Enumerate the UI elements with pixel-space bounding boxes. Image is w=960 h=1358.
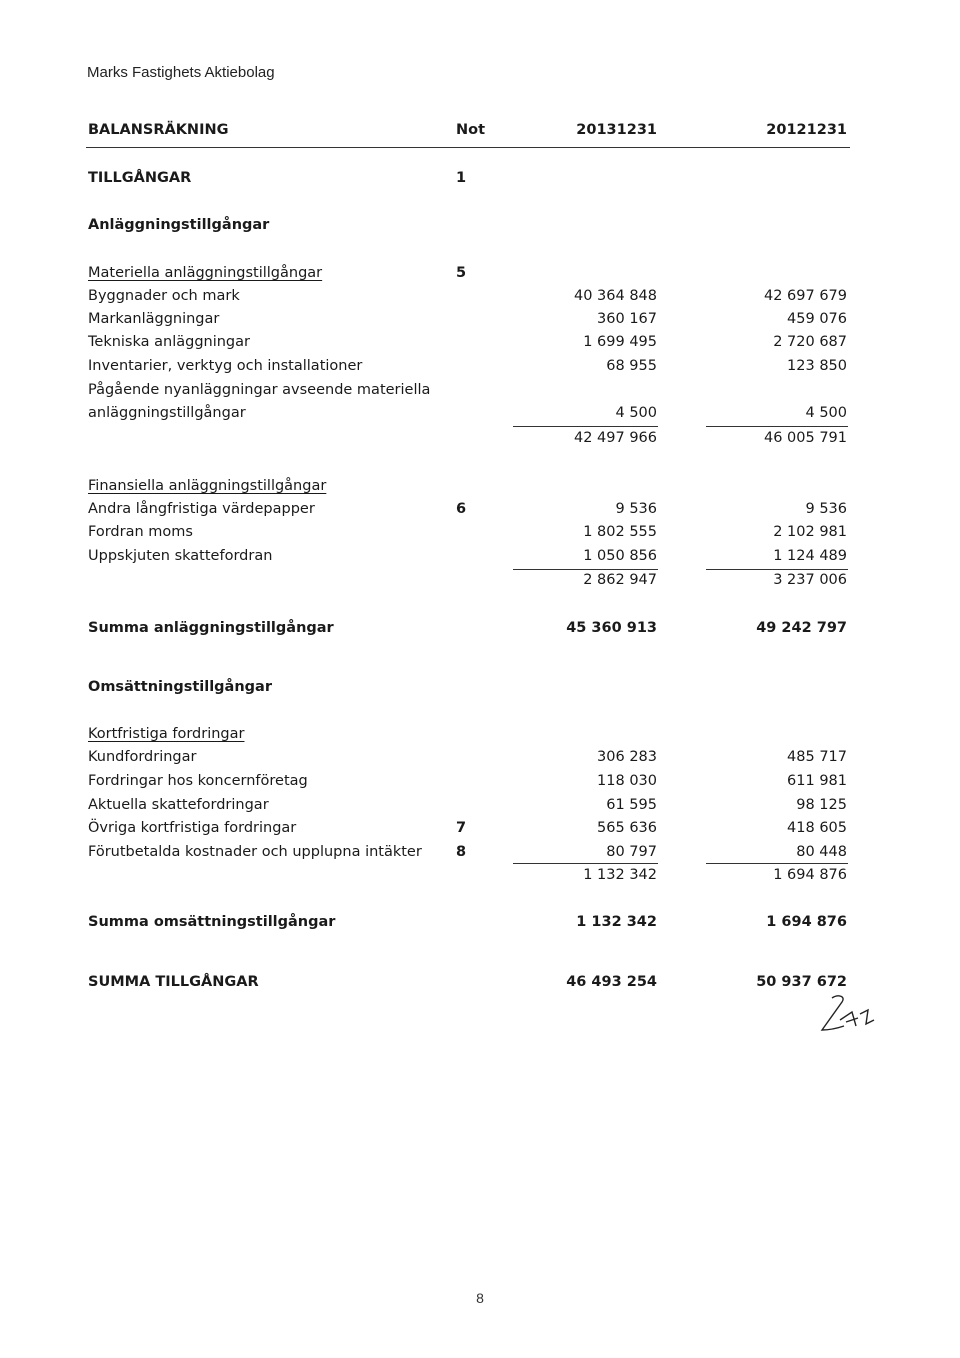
row-label: Andra långfristiga värdepapper	[88, 501, 315, 517]
row-label: Aktuella skattefordringar	[88, 797, 269, 813]
note-ref: 7	[456, 820, 467, 836]
row-value-2012: 2 102 981	[773, 524, 847, 540]
row-label: Markanläggningar	[88, 311, 220, 327]
column-header-2012: 20121231	[766, 122, 847, 138]
section-heading-anlaggning: Anläggningstillgångar	[88, 217, 270, 233]
row-label: Övriga kortfristiga fordringar	[88, 820, 297, 836]
row-value-2013: 9 536	[615, 501, 657, 517]
subtotal-rule	[706, 426, 848, 427]
row-value-2012: 418 605	[787, 820, 847, 836]
subtotal-rule	[513, 569, 658, 570]
row-value-2013: 61 595	[606, 797, 657, 813]
company-name: Marks Fastighets Aktiebolag	[87, 64, 275, 81]
row-value-2013: 565 636	[597, 820, 657, 836]
subtotal-rule	[513, 426, 658, 427]
row-label: Inventarier, verktyg och installationer	[88, 358, 363, 374]
subtotal-2013: 1 132 342	[583, 867, 657, 883]
row-value-2013: 1 802 555	[583, 524, 657, 540]
row-value-2013: 1 050 856	[583, 548, 657, 564]
row-value-2012: 80 448	[796, 844, 847, 860]
subtotal-rule	[513, 863, 658, 864]
row-value-2013: 68 955	[606, 358, 657, 374]
row-value-2013: 4 500	[615, 405, 657, 421]
row-label: Pågående nyanläggningar avseende materiella	[88, 382, 431, 398]
row-label-continued: anläggningstillgångar	[88, 405, 246, 421]
section-heading-tillgangar: TILLGÅNGAR	[88, 170, 192, 186]
grand-total-2013: 46 493 254	[566, 974, 657, 990]
page-number: 8	[476, 1290, 484, 1306]
total-label: Summa anläggningstillgångar	[88, 620, 334, 636]
row-label: Byggnader och mark	[88, 288, 240, 304]
row-value-2012: 459 076	[787, 311, 847, 327]
row-value-2012: 42 697 679	[763, 288, 847, 304]
row-value-2012: 98 125	[796, 797, 847, 813]
section-heading-omsattning: Omsättningstillgångar	[88, 679, 272, 695]
row-label: Fordringar hos koncernföretag	[88, 773, 308, 789]
total-label: Summa omsättningstillgångar	[88, 914, 336, 930]
row-value-2013: 118 030	[597, 773, 657, 789]
row-value-2012: 123 850	[787, 358, 847, 374]
row-label: Uppskjuten skattefordran	[88, 548, 273, 564]
subtotal-2012: 3 237 006	[773, 572, 847, 588]
note-column-header: Not	[456, 122, 486, 138]
subtotal-rule	[706, 863, 848, 864]
row-label: Förutbetalda kostnader och upplupna intäkter	[88, 844, 422, 860]
row-label: Fordran moms	[88, 524, 193, 540]
row-value-2012: 611 981	[787, 773, 847, 789]
row-label: Kundfordringar	[88, 749, 197, 765]
row-label: Tekniska anläggningar	[88, 334, 250, 350]
subsection-heading-kortfristiga: Kortfristiga fordringar	[88, 726, 245, 742]
total-value-2013: 45 360 913	[566, 620, 657, 636]
subsection-heading-finansiella: Finansiella anläggningstillgångar	[88, 478, 327, 494]
total-value-2012: 49 242 797	[756, 620, 847, 636]
row-value-2013: 40 364 848	[573, 288, 657, 304]
row-value-2012: 1 124 489	[773, 548, 847, 564]
total-value-2012: 1 694 876	[766, 914, 847, 930]
row-value-2012: 9 536	[805, 501, 847, 517]
row-value-2012: 2 720 687	[773, 334, 847, 350]
subtotal-2013: 2 862 947	[583, 572, 657, 588]
note-ref: 5	[456, 265, 467, 281]
note-ref: 6	[456, 501, 467, 517]
row-value-2012: 485 717	[787, 749, 847, 765]
grand-total-2012: 50 937 672	[756, 974, 847, 990]
subsection-heading-materiella: Materiella anläggningstillgångar	[88, 265, 323, 281]
subtotal-2013: 42 497 966	[573, 430, 657, 446]
signature-initials	[812, 990, 884, 1042]
row-value-2013: 360 167	[597, 311, 657, 327]
column-header-2013: 20131231	[576, 122, 657, 138]
header-rule	[86, 147, 850, 148]
subtotal-2012: 46 005 791	[763, 430, 847, 446]
total-value-2013: 1 132 342	[576, 914, 657, 930]
grand-total-label: SUMMA TILLGÅNGAR	[88, 974, 259, 990]
statement-title: BALANSRÄKNING	[88, 122, 229, 138]
subtotal-rule	[706, 569, 848, 570]
row-value-2013: 80 797	[606, 844, 657, 860]
row-value-2013: 306 283	[597, 749, 657, 765]
subtotal-2012: 1 694 876	[773, 867, 847, 883]
row-value-2013: 1 699 495	[583, 334, 657, 350]
note-ref: 8	[456, 844, 467, 860]
note-ref: 1	[456, 170, 467, 186]
row-value-2012: 4 500	[805, 405, 847, 421]
